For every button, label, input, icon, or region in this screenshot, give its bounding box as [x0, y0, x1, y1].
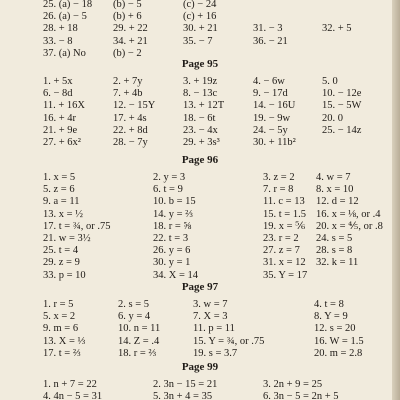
answer-cell: 15. − 5W	[322, 100, 362, 112]
answer-cell: 6. − 8d	[43, 88, 73, 100]
answer-cell: 13. X = ⅓	[43, 335, 86, 347]
answer-cell: 11. c = 13	[263, 196, 305, 208]
answer-row	[0, 88, 400, 100]
answer-cell: 13. + 12T	[183, 100, 225, 112]
answer-cell: 9. m = 6	[43, 323, 79, 335]
answer-cell: 20. m = 2.8	[314, 347, 363, 359]
answer-cell: (b) − 2	[113, 47, 142, 59]
answer-cell: 3. z = 2	[263, 172, 295, 183]
answer-row	[0, 311, 400, 323]
answer-cell: 23. − 4x	[183, 124, 218, 136]
answer-cell: 22. t = 3	[153, 233, 189, 244]
answer-cell: 6. 3n − 5 = 2n + 5	[263, 391, 339, 400]
answer-cell: 1. + 5x	[43, 76, 73, 87]
answer-cell: 19. − 9w	[253, 112, 291, 124]
answer-cell: 2. s = 5	[118, 299, 150, 310]
answer-cell: 32. + 5	[322, 23, 352, 35]
answer-cell: 20. x = ⅘, or .8	[316, 220, 383, 232]
answer-cell: 24. s = 5	[316, 233, 353, 244]
answer-cell: 7. r = 8	[263, 184, 294, 196]
answer-cell: 16. + 4r	[43, 112, 77, 124]
answer-cell: 5. z = 6	[43, 184, 75, 196]
answer-cell: 2. 3n − 15 = 21	[153, 379, 218, 390]
answer-row	[0, 125, 400, 137]
answer-cell: 12. s = 20	[314, 323, 356, 335]
answer-cell: 2. + 7y	[113, 76, 143, 87]
answer-cell: 21. w = 3½	[43, 233, 91, 244]
answer-cell: 3. w = 7	[193, 299, 228, 310]
answer-cell: 9. a = 11	[43, 196, 80, 208]
answer-cell: 12. d = 12	[316, 196, 359, 208]
answer-cell: 27. + 6x²	[43, 137, 81, 148]
answer-cell: 4. 4n − 5 = 31	[43, 391, 103, 400]
answer-cell: 17. + 4s	[113, 112, 147, 124]
answer-cell: 24. − 5y	[253, 124, 288, 136]
answer-row	[0, 0, 400, 11]
answer-cell: 2. y = 3	[153, 172, 186, 183]
answer-cell: 10. n = 11	[118, 323, 161, 335]
answer-cell: 18. − 6t	[183, 112, 216, 124]
answer-cell: 28. s = 8	[316, 245, 353, 257]
answer-cell: 22. + 8d	[113, 124, 148, 136]
answer-cell: 25. t = 4	[43, 245, 79, 257]
answer-cell: 17. t = ⅔	[43, 347, 81, 359]
answer-row	[0, 172, 400, 184]
answer-cell: 1. x = 5	[43, 172, 76, 183]
answer-cell: 37. (a) No	[43, 47, 86, 59]
answer-cell: 8. Y = 9	[314, 311, 348, 323]
answer-cell: 17. t = ¾, or .75	[43, 220, 111, 232]
answer-cell: 20. 0	[322, 112, 343, 124]
answer-row	[0, 233, 400, 245]
answer-cell: 29. z = 9	[43, 257, 80, 269]
answer-row	[0, 245, 400, 257]
answer-cell: 35. − 7	[183, 35, 213, 47]
answer-cell: 19. s = 3.7	[193, 347, 238, 359]
answer-row	[0, 257, 400, 269]
answer-row	[0, 76, 400, 88]
answer-row	[0, 23, 400, 35]
answer-row	[0, 209, 400, 221]
answer-cell: (c) + 16	[183, 11, 217, 23]
answer-cell: 10. − 12e	[322, 88, 362, 100]
answer-cell: 14. y = ⅔	[153, 208, 194, 220]
answer-cell: 28. + 18	[43, 23, 78, 35]
answer-row	[0, 184, 400, 196]
answer-cell: 19. x = ⅚	[263, 220, 306, 232]
answer-cell: 10. b = 15	[153, 196, 196, 208]
answer-cell: 5. 0	[322, 76, 338, 87]
answer-cell: 31. x = 12	[263, 257, 306, 269]
answer-cell: 4. t = 8	[314, 299, 344, 310]
answer-cell: 34. X = 14	[153, 269, 199, 281]
section-heading: Page 96	[181, 154, 219, 166]
answer-cell: 16. x = ⅛, or .4	[316, 208, 381, 220]
answer-cell: 33. p = 10	[43, 269, 86, 281]
answer-cell: 4. w = 7	[316, 172, 351, 183]
answer-cell: 18. r = ⅔	[118, 347, 157, 359]
answer-cell: 1. r = 5	[43, 299, 74, 310]
answer-cell: 23. r = 2	[263, 233, 299, 244]
answer-cell: 15. Y = ¾, or .75	[193, 335, 265, 347]
answer-cell: 6. t = 9	[153, 184, 183, 196]
answer-cell: 30. y = 1	[153, 257, 191, 269]
answer-cell: 32. k = 11	[316, 257, 359, 269]
answer-cell: 15. t = 1.5	[263, 208, 306, 220]
answer-row	[0, 196, 400, 208]
answer-cell: 27. z = 7	[263, 245, 300, 257]
answer-cell: 1. n + 7 = 22	[43, 379, 97, 390]
answer-cell: 14. − 16U	[253, 100, 296, 112]
answer-cell: 29. + 3s³	[183, 137, 220, 148]
answer-cell: 11. + 16X	[43, 100, 85, 112]
answer-row	[0, 336, 400, 348]
answer-cell: 7. X = 3	[193, 311, 228, 323]
answer-cell: 13. x = ½	[43, 208, 84, 220]
answer-cell: 9. − 17d	[253, 88, 288, 100]
answer-cell: 29. + 22	[113, 23, 148, 35]
page-edge	[392, 0, 400, 400]
answer-row	[0, 348, 400, 360]
answer-cell: 5. 3n + 4 = 35	[153, 391, 213, 400]
answer-cell: 34. + 21	[113, 35, 148, 47]
answer-cell: 25. (a) − 18	[43, 0, 93, 10]
answer-cell: 6. y = 4	[118, 311, 151, 323]
answer-row	[0, 137, 400, 149]
answer-row	[0, 100, 400, 112]
answer-row	[0, 221, 400, 233]
section-heading: Page 99	[181, 361, 219, 373]
answer-row	[0, 11, 400, 23]
answer-cell: 5. x = 2	[43, 311, 76, 323]
answer-cell: (b) − 5	[113, 0, 142, 10]
answer-cell: 8. x = 10	[316, 184, 354, 196]
answer-cell: 12. − 15Y	[113, 100, 156, 112]
answer-cell: 26. (a) − 5	[43, 11, 87, 23]
answer-cell: 7. + 4b	[113, 88, 143, 100]
answer-cell: 21. + 9e	[43, 124, 78, 136]
answer-cell: 11. p = 11	[193, 323, 235, 335]
answer-cell: 33. − 8	[43, 35, 73, 47]
answer-row	[0, 113, 400, 125]
answer-cell: 25. − 14z	[322, 124, 362, 136]
answer-row	[0, 36, 400, 48]
answer-cell: 4. − 6w	[253, 76, 285, 87]
answer-cell: 8. − 13c	[183, 88, 218, 100]
answer-row	[0, 299, 400, 311]
answer-row	[0, 379, 400, 391]
answer-cell: 36. − 21	[253, 35, 288, 47]
answer-cell: (b) + 6	[113, 11, 142, 23]
answer-row	[0, 323, 400, 335]
answer-cell: 35. Y = 17	[263, 269, 308, 281]
section-heading: Page 97	[181, 281, 219, 293]
answer-row	[0, 270, 400, 282]
answer-cell: 28. − 7y	[113, 137, 148, 148]
answer-cell: 14. Z = .4	[118, 335, 160, 347]
answer-cell: 16. W = 1.5	[314, 335, 364, 347]
answer-cell: (c) − 24	[183, 0, 217, 10]
answer-cell: 3. + 19z	[183, 76, 218, 87]
answer-cell: 30. + 11b²	[253, 137, 296, 148]
answer-cell: 26. y = 6	[153, 245, 191, 257]
answer-row	[0, 391, 400, 400]
answer-cell: 3. 2n + 9 = 25	[263, 379, 323, 390]
section-heading: Page 95	[181, 58, 219, 70]
answer-cell: 18. r = ⅝	[153, 220, 192, 232]
answer-cell: 31. − 3	[253, 23, 283, 35]
answer-cell: 30. + 21	[183, 23, 218, 35]
